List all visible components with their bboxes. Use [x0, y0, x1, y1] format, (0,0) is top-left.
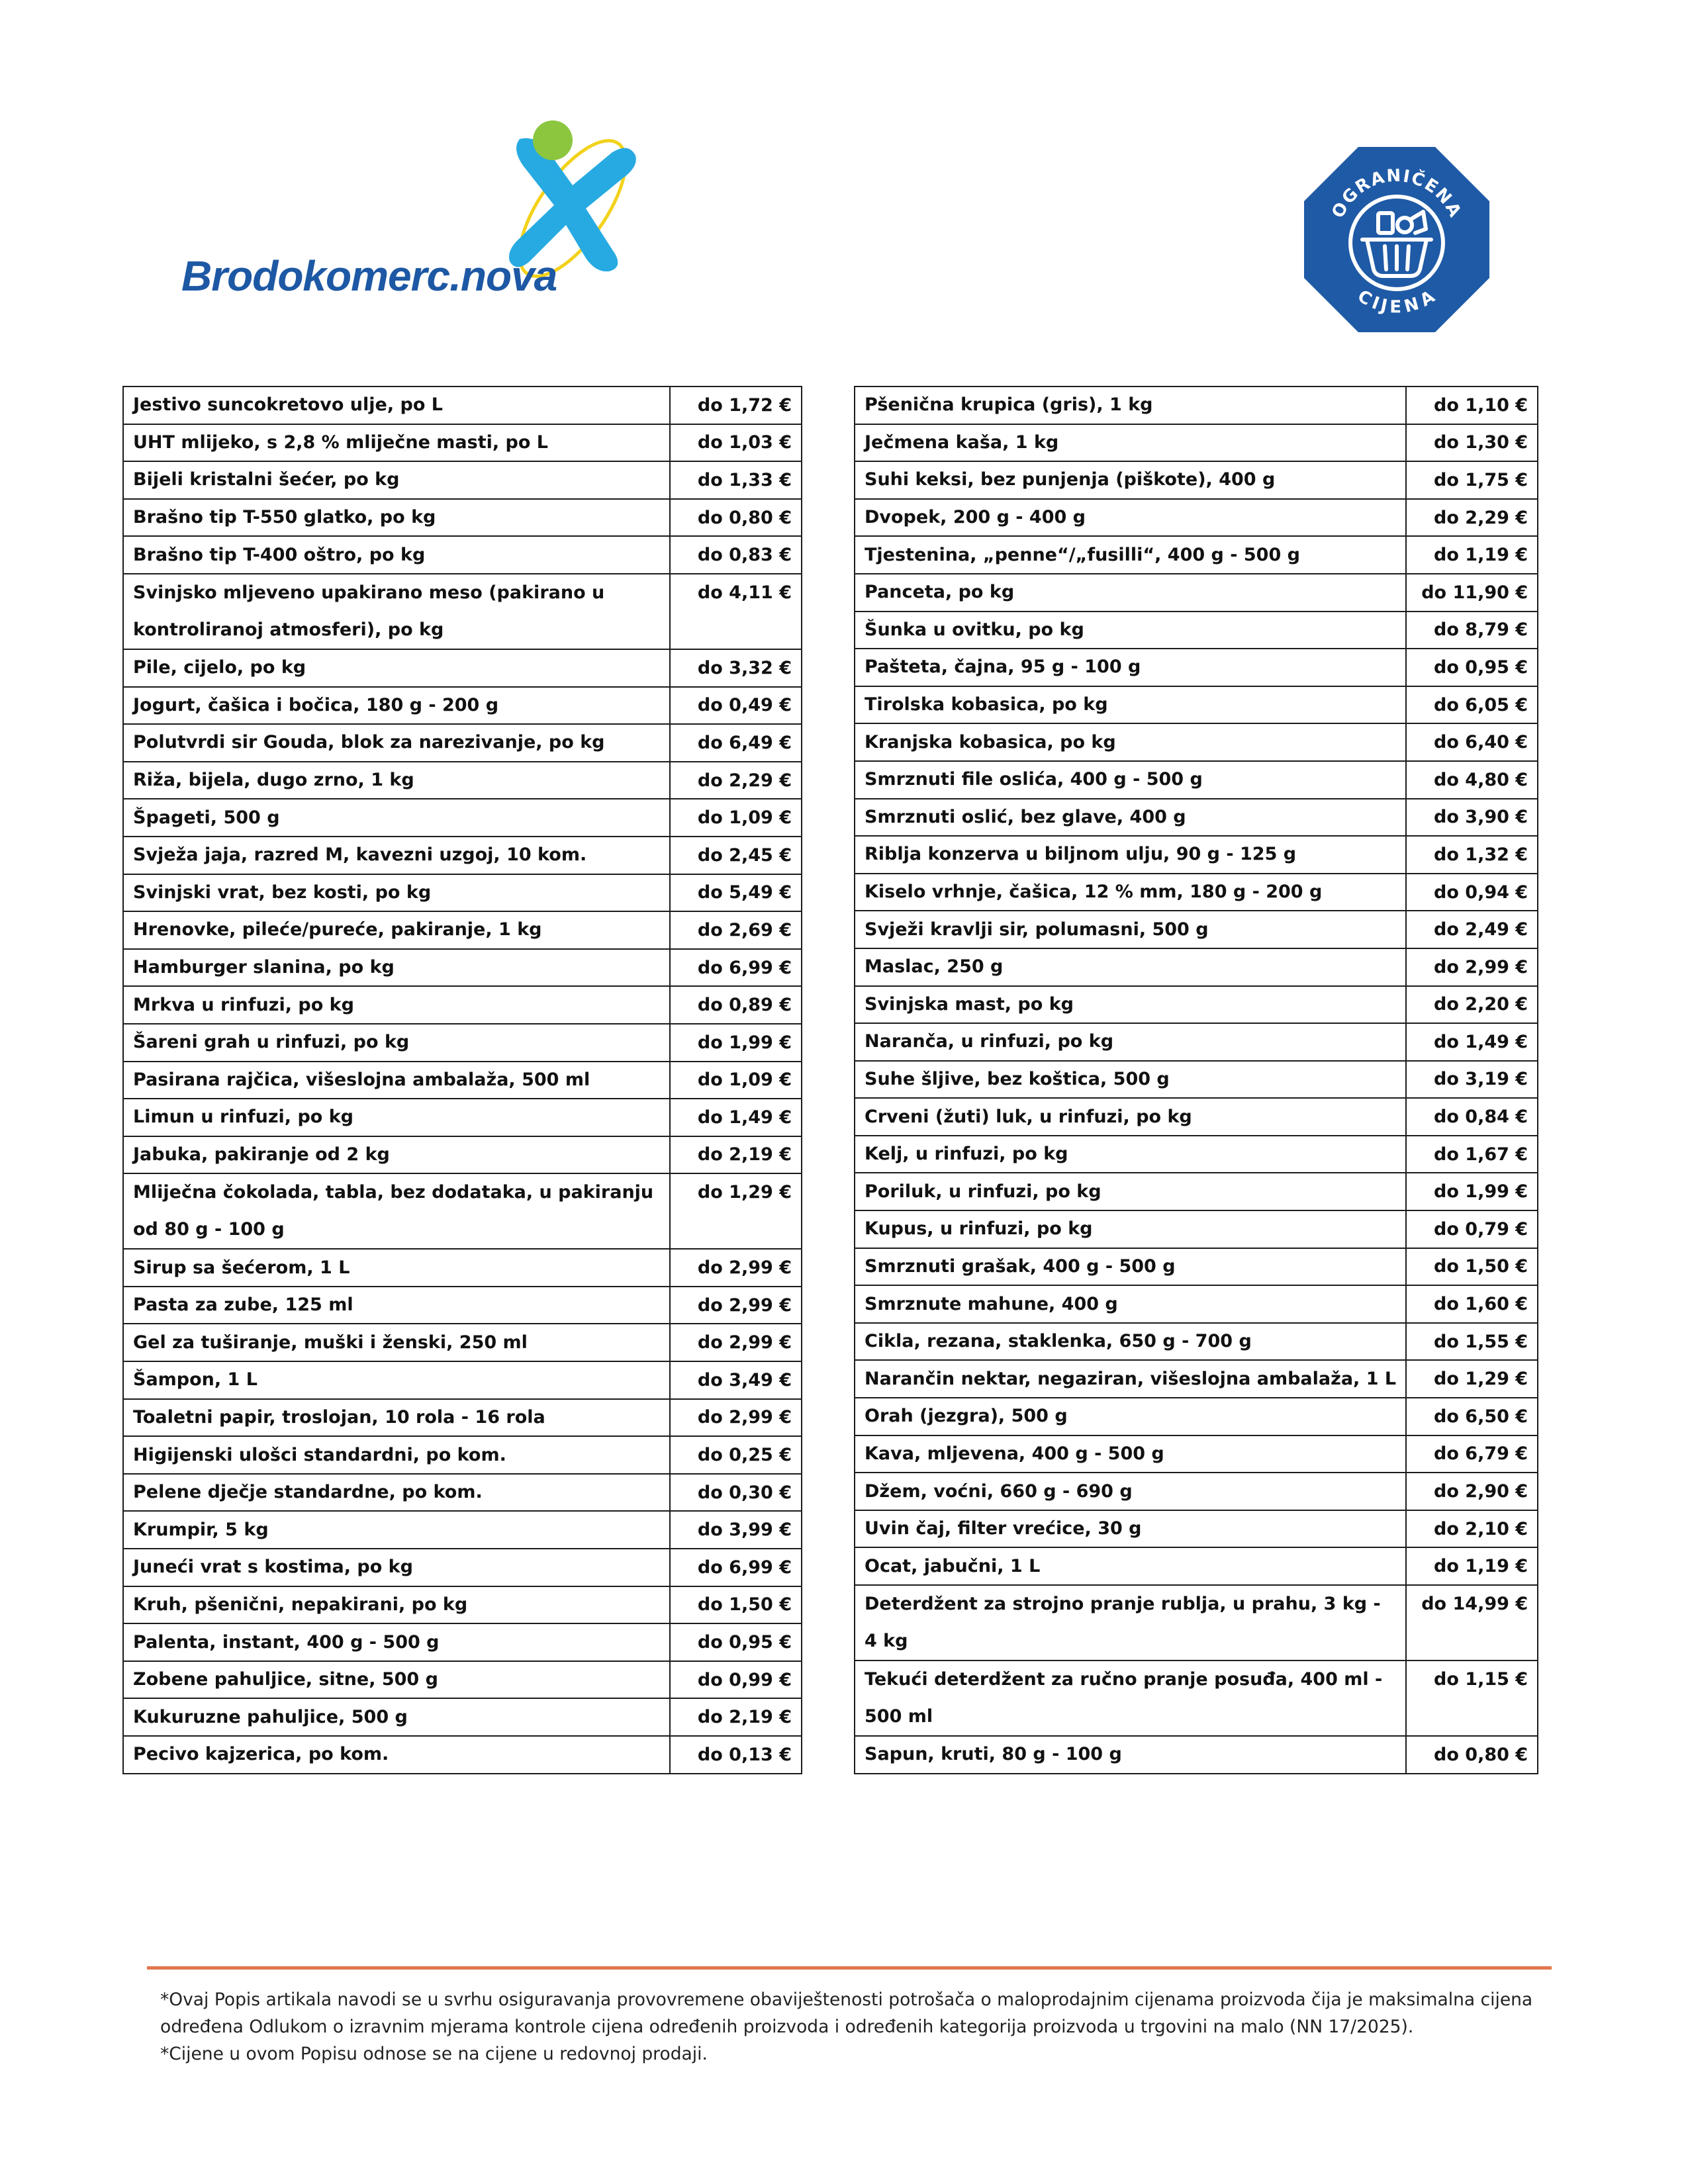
product-price: do 1,50 €: [670, 1586, 802, 1624]
product-name: Narančin nektar, negaziran, višeslojna ambalaža, 1 L: [855, 1360, 1406, 1398]
product-price: do 1,19 €: [1406, 1547, 1538, 1585]
product-price: do 2,49 €: [1406, 911, 1538, 948]
table-row: [855, 1285, 1538, 1323]
product-price: do 1,99 €: [670, 1024, 802, 1062]
product-price: do 6,05 €: [1406, 686, 1538, 724]
product-name: Deterdžent za strojno pranje rublja, u prahu, 3 kg - 4 kg: [855, 1585, 1406, 1661]
table-row: [123, 986, 802, 1024]
product-price: do 1,99 €: [1406, 1173, 1538, 1210]
product-price: do 1,09 €: [670, 799, 802, 837]
product-name: Kranjska kobasica, po kg: [855, 723, 1406, 761]
product-price: do 2,99 €: [670, 1287, 802, 1324]
product-name: Uvin čaj, filter vrećice, 30 g: [855, 1510, 1406, 1548]
table-row: [123, 1549, 802, 1586]
table-row: [855, 1398, 1538, 1435]
product-price: do 2,69 €: [670, 911, 802, 949]
table-row: [855, 911, 1538, 948]
product-name: Pile, cijelo, po kg: [123, 649, 670, 687]
product-price: do 14,99 €: [1406, 1585, 1538, 1661]
product-price: do 2,99 €: [1406, 948, 1538, 986]
table-row: [123, 874, 802, 912]
price-table-left: [122, 386, 802, 1774]
table-row: [855, 836, 1538, 874]
product-price: do 0,30 €: [670, 1474, 802, 1512]
product-name: Špageti, 500 g: [123, 799, 670, 837]
table-row: [855, 1661, 1538, 1736]
table-row: [123, 911, 802, 949]
table-row: [855, 1473, 1538, 1510]
table-row: [855, 1098, 1538, 1136]
product-name: Pasta za zube, 125 ml: [123, 1287, 670, 1324]
table-row: [123, 1436, 802, 1474]
product-price: do 4,11 €: [670, 574, 802, 649]
product-price: do 2,19 €: [670, 1136, 802, 1174]
product-price: do 2,45 €: [670, 837, 802, 874]
table-row: [855, 1023, 1538, 1061]
product-name: Toaletni papir, troslojan, 10 rola - 16 rola: [123, 1399, 670, 1437]
table-row: [123, 1661, 802, 1699]
product-price: do 6,99 €: [670, 1549, 802, 1586]
limited-price-badge: [1304, 147, 1489, 332]
table-row: [855, 1210, 1538, 1248]
product-name: Tekući deterdžent za ručno pranje posuđa, 400 ml - 500 ml: [855, 1661, 1406, 1736]
price-table-left-body: [123, 387, 802, 1774]
product-name: Bijeli kristalni šećer, po kg: [123, 461, 670, 499]
product-name: Hamburger slanina, po kg: [123, 949, 670, 987]
product-name: Hrenovke, pileće/pureće, pakiranje, 1 kg: [123, 911, 670, 949]
product-name: Smrznute mahune, 400 g: [855, 1285, 1406, 1323]
product-name: Sirup sa šećerom, 1 L: [123, 1249, 670, 1287]
product-name: Crveni (žuti) luk, u rinfuzi, po kg: [855, 1098, 1406, 1136]
product-price: do 4,80 €: [1406, 761, 1538, 799]
product-price: do 3,49 €: [670, 1361, 802, 1399]
badge-top-text: OGRANIČENA: [1328, 165, 1466, 222]
product-price: do 2,20 €: [1406, 986, 1538, 1024]
product-price: do 2,90 €: [1406, 1473, 1538, 1510]
product-price: do 0,83 €: [670, 536, 802, 574]
product-price: do 1,75 €: [1406, 461, 1538, 499]
footnotes: [160, 1986, 1557, 2068]
product-name: Brašno tip T-400 oštro, po kg: [123, 536, 670, 574]
product-price: do 0,49 €: [670, 687, 802, 725]
table-row: [123, 461, 802, 499]
product-price: do 2,99 €: [670, 1249, 802, 1287]
product-name: Higijenski ulošci standardni, po kom.: [123, 1436, 670, 1474]
table-row: [123, 536, 802, 574]
product-price: do 3,19 €: [1406, 1061, 1538, 1099]
product-name: Riža, bijela, dugo zrno, 1 kg: [123, 762, 670, 799]
product-price: do 1,32 €: [1406, 836, 1538, 874]
product-name: Gel za tuširanje, muški i ženski, 250 ml: [123, 1324, 670, 1361]
product-name: Svježi kravlji sir, polumasni, 500 g: [855, 911, 1406, 948]
product-price: do 1,49 €: [1406, 1023, 1538, 1061]
product-name: Kava, mljevena, 400 g - 500 g: [855, 1435, 1406, 1473]
product-price: do 1,50 €: [1406, 1248, 1538, 1286]
table-row: [855, 574, 1538, 612]
table-row: [123, 837, 802, 874]
footnote-disclaimer: *Ovaj Popis artikala navodi se u svrhu osiguravanja provovremene obaviještenosti potrošača o maloprodajnim cijenama proizvoda čija je maksimalna cijena određena Odlukom o izravnim mjerama kontrole cijena određenih proizvoda i određenih kategorija proizvoda u trgovini na malo (NN 17/2025).: [160, 1989, 1533, 2037]
table-row: [855, 1173, 1538, 1210]
table-row: [123, 1736, 802, 1774]
product-price: do 1,49 €: [670, 1099, 802, 1136]
table-row: [123, 1586, 802, 1624]
product-name: Svježa jaja, razred M, kavezni uzgoj, 10 kom.: [123, 837, 670, 874]
table-row: [123, 1324, 802, 1361]
product-name: Šunka u ovitku, po kg: [855, 612, 1406, 649]
table-row: [855, 1510, 1538, 1548]
table-row: [123, 1698, 802, 1736]
footer-divider: [147, 1966, 1552, 1970]
product-name: Polutvrdi sir Gouda, blok za narezivanje, po kg: [123, 724, 670, 762]
product-name: Pašteta, čajna, 95 g - 100 g: [855, 649, 1406, 686]
table-row: [855, 612, 1538, 649]
product-name: Suhe šljive, bez koštica, 500 g: [855, 1061, 1406, 1099]
badge-bottom-text: CIJENA: [1354, 286, 1440, 318]
table-row: [855, 1435, 1538, 1473]
price-table-right: [854, 386, 1538, 1774]
product-name: Jogurt, čašica i bočica, 180 g - 200 g: [123, 687, 670, 725]
product-price: do 1,29 €: [1406, 1360, 1538, 1398]
product-price: do 6,99 €: [670, 949, 802, 987]
product-name: Pelene dječje standardne, po kom.: [123, 1474, 670, 1512]
product-name: Tirolska kobasica, po kg: [855, 686, 1406, 724]
table-row: [123, 1399, 802, 1437]
table-row: [855, 499, 1538, 537]
product-name: Krumpir, 5 kg: [123, 1511, 670, 1549]
table-row: [855, 1360, 1538, 1398]
price-table-right-body: [855, 387, 1538, 1774]
product-name: Juneći vrat s kostima, po kg: [123, 1549, 670, 1586]
table-row: [855, 1547, 1538, 1585]
table-row: [123, 1024, 802, 1062]
product-name: Smrznuti oslić, bez glave, 400 g: [855, 799, 1406, 837]
footnote-regular-prices: *Cijene u ovom Popisu odnose se na cijene u redovnoj prodaji.: [160, 2044, 708, 2064]
table-row: [855, 1061, 1538, 1099]
product-price: do 1,60 €: [1406, 1285, 1538, 1323]
product-name: Limun u rinfuzi, po kg: [123, 1099, 670, 1136]
table-row: [855, 986, 1538, 1024]
product-name: Zobene pahuljice, sitne, 500 g: [123, 1661, 670, 1699]
product-name: Suhi keksi, bez punjenja (piškote), 400 g: [855, 461, 1406, 499]
product-name: Dvopek, 200 g - 400 g: [855, 499, 1406, 537]
product-price: do 0,25 €: [670, 1436, 802, 1474]
product-name: Mrkva u rinfuzi, po kg: [123, 986, 670, 1024]
table-row: [123, 649, 802, 687]
product-price: do 0,79 €: [1406, 1210, 1538, 1248]
table-row: [123, 1474, 802, 1512]
product-price: do 8,79 €: [1406, 612, 1538, 649]
product-price: do 0,89 €: [670, 986, 802, 1024]
product-name: Pšenična krupica (gris), 1 kg: [855, 387, 1406, 424]
table-row: [855, 536, 1538, 574]
product-price: do 1,10 €: [1406, 387, 1538, 424]
product-price: do 5,49 €: [670, 874, 802, 912]
table-row: [123, 387, 802, 424]
product-name: Kupus, u rinfuzi, po kg: [855, 1210, 1406, 1248]
product-name: Smrznuti grašak, 400 g - 500 g: [855, 1248, 1406, 1286]
product-price: do 1,33 €: [670, 461, 802, 499]
table-row: [855, 1248, 1538, 1286]
product-price: do 2,99 €: [670, 1324, 802, 1361]
product-price: do 0,13 €: [670, 1736, 802, 1774]
product-name: Svinjsko mljeveno upakirano meso (pakirano u kontroliranoj atmosferi), po kg: [123, 574, 670, 649]
product-price: do 0,99 €: [670, 1661, 802, 1699]
product-name: Svinjska mast, po kg: [855, 986, 1406, 1024]
product-name: Smrznuti file oslića, 400 g - 500 g: [855, 761, 1406, 799]
product-name: Šareni grah u rinfuzi, po kg: [123, 1024, 670, 1062]
product-price: do 2,29 €: [670, 762, 802, 799]
product-price: do 1,19 €: [1406, 536, 1538, 574]
table-row: [123, 724, 802, 762]
table-row: [855, 649, 1538, 686]
product-name: Palenta, instant, 400 g - 500 g: [123, 1623, 670, 1661]
table-row: [123, 1173, 802, 1249]
product-price: do 2,19 €: [670, 1698, 802, 1736]
table-row: [855, 948, 1538, 986]
product-price: do 1,29 €: [670, 1173, 802, 1249]
product-name: Tjestenina, „penne“/„fusilli“, 400 g - 500 g: [855, 536, 1406, 574]
table-row: [855, 723, 1538, 761]
product-name: Ocat, jabučni, 1 L: [855, 1547, 1406, 1585]
product-price: do 1,09 €: [670, 1062, 802, 1099]
table-row: [855, 1585, 1538, 1661]
table-row: [123, 574, 802, 649]
product-name: Poriluk, u rinfuzi, po kg: [855, 1173, 1406, 1210]
product-name: Kelj, u rinfuzi, po kg: [855, 1136, 1406, 1173]
product-name: Panceta, po kg: [855, 574, 1406, 612]
product-name: Cikla, rezana, staklenka, 650 g - 700 g: [855, 1323, 1406, 1361]
product-name: Kukuruzne pahuljice, 500 g: [123, 1698, 670, 1736]
product-name: Riblja konzerva u biljnom ulju, 90 g - 125 g: [855, 836, 1406, 874]
product-name: Brašno tip T-550 glatko, po kg: [123, 499, 670, 537]
product-name: Pecivo kajzerica, po kom.: [123, 1736, 670, 1774]
product-price: do 1,72 €: [670, 387, 802, 424]
product-price: do 3,90 €: [1406, 799, 1538, 837]
product-name: Naranča, u rinfuzi, po kg: [855, 1023, 1406, 1061]
table-row: [123, 1361, 802, 1399]
table-row: [123, 762, 802, 799]
table-row: [123, 799, 802, 837]
product-price: do 0,95 €: [1406, 649, 1538, 686]
table-row: [855, 799, 1538, 837]
table-row: [123, 687, 802, 725]
product-price: do 0,80 €: [1406, 1736, 1538, 1774]
product-name: Pasirana rajčica, višeslojna ambalaža, 500 ml: [123, 1062, 670, 1099]
table-row: [855, 387, 1538, 424]
product-name: Kiselo vrhnje, čašica, 12 % mm, 180 g - 200 g: [855, 874, 1406, 911]
table-row: [855, 1736, 1538, 1774]
brand-logo: [179, 119, 655, 304]
table-row: [123, 1062, 802, 1099]
product-price: do 2,10 €: [1406, 1510, 1538, 1548]
table-row: [855, 1323, 1538, 1361]
table-row: [123, 1287, 802, 1324]
table-row: [123, 949, 802, 987]
product-price: do 1,15 €: [1406, 1661, 1538, 1736]
table-row: [123, 1136, 802, 1174]
product-price: do 2,29 €: [1406, 499, 1538, 537]
product-price: do 0,95 €: [670, 1623, 802, 1661]
product-name: Mliječna čokolada, tabla, bez dodataka, u pakiranju od 80 g - 100 g: [123, 1173, 670, 1249]
product-price: do 6,40 €: [1406, 723, 1538, 761]
product-price: do 0,94 €: [1406, 874, 1538, 911]
product-price: do 3,99 €: [670, 1511, 802, 1549]
product-name: Kruh, pšenični, nepakirani, po kg: [123, 1586, 670, 1624]
product-name: Orah (jezgra), 500 g: [855, 1398, 1406, 1435]
product-price: do 11,90 €: [1406, 574, 1538, 612]
table-row: [855, 686, 1538, 724]
product-price: do 6,49 €: [670, 724, 802, 762]
product-price: do 1,67 €: [1406, 1136, 1538, 1173]
product-price: do 1,03 €: [670, 424, 802, 462]
product-name: Šampon, 1 L: [123, 1361, 670, 1399]
product-name: Sapun, kruti, 80 g - 100 g: [855, 1736, 1406, 1774]
table-row: [123, 499, 802, 537]
product-price: do 2,99 €: [670, 1399, 802, 1437]
product-price: do 6,79 €: [1406, 1435, 1538, 1473]
product-name: Jestivo suncokretovo ulje, po L: [123, 387, 670, 424]
product-price: do 1,55 €: [1406, 1323, 1538, 1361]
brand-name: Brodokomerc.nova: [181, 252, 557, 300]
product-price: do 6,50 €: [1406, 1398, 1538, 1435]
table-row: [123, 1249, 802, 1287]
product-price: do 0,84 €: [1406, 1098, 1538, 1136]
table-row: [855, 1136, 1538, 1173]
product-price: do 0,80 €: [670, 499, 802, 537]
product-name: Džem, voćni, 660 g - 690 g: [855, 1473, 1406, 1510]
table-row: [855, 461, 1538, 499]
table-row: [123, 1511, 802, 1549]
table-row: [123, 1623, 802, 1661]
product-name: Ječmena kaša, 1 kg: [855, 424, 1406, 462]
table-row: [123, 1099, 802, 1136]
product-name: UHT mlijeko, s 2,8 % mliječne masti, po L: [123, 424, 670, 462]
product-price: do 3,32 €: [670, 649, 802, 687]
product-name: Svinjski vrat, bez kosti, po kg: [123, 874, 670, 912]
product-name: Jabuka, pakiranje od 2 kg: [123, 1136, 670, 1174]
product-price: do 1,30 €: [1406, 424, 1538, 462]
table-row: [855, 874, 1538, 911]
product-name: Maslac, 250 g: [855, 948, 1406, 986]
table-row: [123, 424, 802, 462]
table-row: [855, 424, 1538, 462]
table-row: [855, 761, 1538, 799]
